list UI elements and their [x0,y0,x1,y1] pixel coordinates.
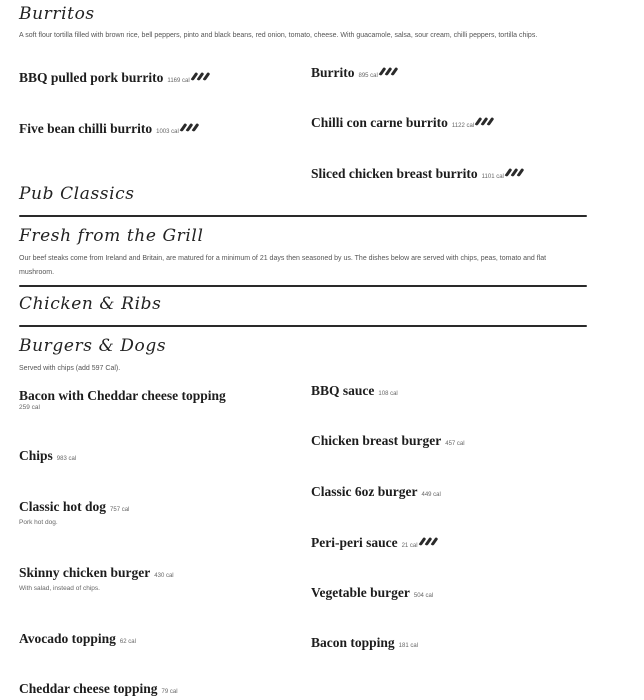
chilli-pepper-icon [381,64,399,80]
chilli-pepper-icon [182,120,200,136]
section-title-burgers-dogs: Burgers & Dogs [19,336,167,356]
menu-item-name: BBQ sauce [311,383,375,398]
menu-item-description: With salad, instead of chips. [19,585,100,592]
menu-item[interactable] [311,635,418,651]
calorie-count: 21 cal [401,543,418,549]
menu-item[interactable] [311,585,433,601]
menu-item[interactable] [19,120,200,137]
menu-item-name: Vegetable burger [311,585,410,600]
menu-item-name: Chicken breast burger [311,433,442,448]
menu-item-name: Chips [19,448,53,463]
section-divider [19,325,587,327]
calorie-count: 1101 cal [481,174,504,180]
calorie-count: 430 cal [154,573,174,579]
menu-item[interactable] [19,499,129,515]
section-divider [19,215,587,217]
menu-item[interactable] [311,114,495,131]
calorie-count: 504 cal [413,593,434,599]
menu-item[interactable] [19,681,178,697]
menu-item[interactable] [19,388,226,404]
section-title-pub-classics[interactable]: Pub Classics [19,184,135,204]
menu-item[interactable] [311,484,441,500]
calorie-count: 181 cal [398,643,419,649]
menu-item[interactable] [311,64,399,81]
menu-item-description: Pork hot dog. [19,519,58,526]
menu-item-name: Five bean chilli burrito [19,121,153,136]
calorie-count: 1169 cal [167,78,190,84]
section-title-burritos: Burritos [19,4,95,24]
calorie-count: 1003 cal [156,129,179,135]
menu-item-name: Bacon with Cheddar cheese topping [19,388,226,403]
calorie-count: 449 cal [421,492,441,498]
calorie-count: 983 cal [56,456,77,462]
section-divider [19,285,587,287]
calorie-count: 757 cal [110,507,130,513]
menu-item[interactable] [19,631,136,647]
section-title-chicken-ribs[interactable]: Chicken & Ribs [19,294,162,314]
menu-item-name: Peri-peri sauce [311,535,398,550]
menu-item[interactable] [19,69,211,86]
calorie-count: 1122 cal [451,123,475,129]
chilli-pepper-icon [193,69,211,85]
menu-item-name: Classic 6oz burger [311,484,418,499]
menu-item[interactable] [311,165,525,182]
menu-item-name: Skinny chicken burger [19,565,151,580]
calorie-count: 895 cal [358,73,378,79]
section-description-burritos: A soft flour tortilla filled with brown rice, bell peppers, pinto and black beans, red onion, tomato, cheese. With guacamole, salsa, sour cream, chilli peppers, tortilla chips. [19,32,538,39]
calorie-count: 62 cal [119,639,136,645]
menu-item[interactable] [311,383,398,399]
menu-item[interactable] [311,534,439,551]
calorie-count: 108 cal [378,391,398,397]
menu-item[interactable] [311,433,465,449]
section-title-grill[interactable]: Fresh from the Grill [19,226,204,246]
chilli-pepper-icon [477,114,495,130]
menu-item-name: Bacon topping [311,635,395,650]
calorie-count: 259 cal [19,404,40,411]
menu-item-name: Burrito [311,65,355,80]
menu-item[interactable] [19,565,174,581]
calorie-count: 457 cal [445,441,465,447]
chilli-pepper-icon [421,534,439,550]
menu-item-name: Classic hot dog [19,499,107,514]
menu-item-name: BBQ pulled pork burrito [19,70,164,85]
menu-item[interactable] [19,448,76,464]
menu-item-name: Cheddar cheese topping [19,681,158,696]
menu-item-name: Avocado topping [19,631,116,646]
menu-item-name: Chilli con carne burrito [311,115,448,130]
menu-item-name: Sliced chicken breast burrito [311,166,478,181]
calorie-count: 79 cal [161,689,178,695]
section-description-burgers: Served with chips (add 597 Cal). [19,365,121,372]
chilli-pepper-icon [507,165,525,181]
section-description-grill: Our beef steaks come from Ireland and Britain, are matured for a minimum of 21 days then seasoned by us. The dishes below are served with chips, peas, tomato and flat mushroom. [19,255,547,276]
